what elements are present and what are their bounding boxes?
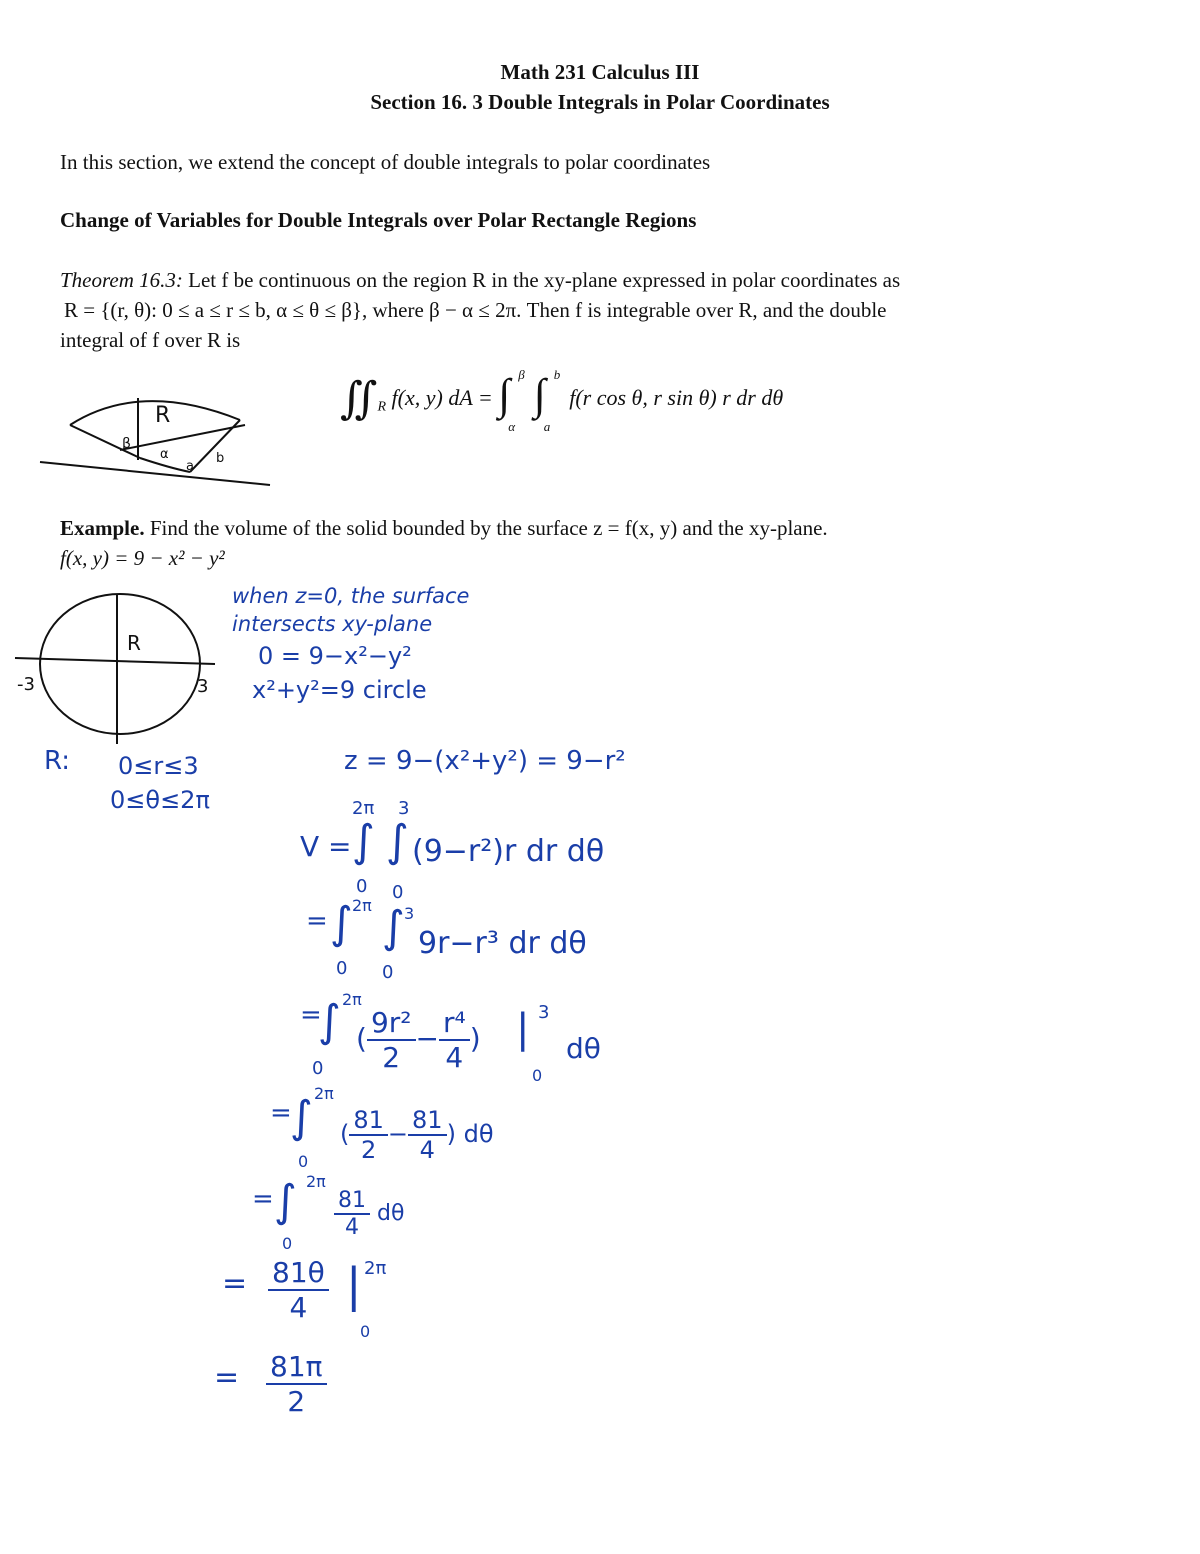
step1-inner-integral: ∫: [386, 816, 409, 867]
step1-outer-integral: ∫: [352, 816, 375, 867]
step2-inner-integral: ∫: [382, 902, 405, 953]
step1-lower-inner: 0: [392, 882, 404, 903]
hw-note-line1: when z=0, the surface: [232, 584, 470, 608]
example-line: [60, 516, 828, 541]
step7-equals: =: [214, 1360, 240, 1395]
intro-text: In this section, we extend the concept of double integrals to polar coordinates: [60, 150, 711, 174]
step5-upper: 2π: [306, 1172, 326, 1191]
sketch-region-label: R: [155, 403, 171, 428]
step1-lower-outer: 0: [356, 876, 368, 897]
step4-lower: 0: [298, 1152, 309, 1171]
step2-equals: =: [306, 906, 328, 936]
step3-upper-outer: 2π: [342, 990, 362, 1009]
inner-upper-limit: b: [553, 366, 561, 382]
outer-upper-limit: β: [518, 366, 525, 382]
formula-rhs: f(r cos θ, r sin θ) r dr dθ: [569, 385, 784, 410]
step3-lower: 0: [532, 1066, 543, 1085]
step3-equals: =: [300, 1000, 322, 1030]
theorem-line2: R = {(r, θ): 0 ≤ a ≤ r ≤ b, α ≤ θ ≤ β}, where β − α ≤ 2π. Then f is integrable over R, and the double: [64, 298, 887, 322]
step1-upper-inner: 3: [398, 798, 410, 819]
hw-note-line2: intersects xy-plane: [232, 612, 433, 636]
step1-integrand: (9−r²)r dr dθ: [412, 834, 605, 869]
step3-dtheta: dθ: [566, 1032, 601, 1065]
sketch-b: b: [216, 451, 225, 466]
circle-region-sketch: [15, 594, 215, 744]
step3-eval-bar: |: [516, 1006, 530, 1052]
step6-eval-bar: |: [346, 1258, 362, 1312]
step2-integrand: 9r−r³ dr dθ: [418, 926, 587, 961]
inner-lower-limit: a: [543, 418, 551, 434]
formula-lhs: f(x, y) dA =: [391, 385, 493, 410]
double-integral-sign: ∬: [340, 374, 378, 423]
sketch-alpha: α: [160, 447, 169, 462]
step3-frac1: $\frac{\text{9r²}}{2}$: [367, 1006, 416, 1074]
step3-integral: ∫: [318, 996, 341, 1047]
theorem-label: Theorem 16.3:: [60, 268, 183, 292]
step4-frac2: $\frac{81}{4}$: [408, 1106, 447, 1164]
step6-lower: 0: [360, 1322, 371, 1341]
example-label: Example.: [60, 516, 145, 540]
step3-upper: 3: [538, 1002, 550, 1023]
hw-volume-label: V =: [300, 830, 352, 863]
step3-lower-outer: 0: [312, 1058, 324, 1079]
circle-right-label: 3: [197, 676, 209, 697]
polar-region-sketch: [40, 380, 300, 490]
hw-eq1: 0 = 9−x²−y²: [258, 642, 412, 670]
step5-lower: 0: [282, 1234, 293, 1253]
sketch-beta: β: [122, 436, 131, 452]
step2-outer-integral: ∫: [330, 898, 353, 949]
lhs-subscript: R: [377, 399, 387, 415]
step4-upper: 2π: [314, 1084, 334, 1103]
example-text: Find the volume of the solid bounded by the surface z = f(x, y) and the xy-plane.: [144, 516, 828, 540]
step4-frac1: $\frac{81}{2}$: [349, 1106, 388, 1164]
step6-upper: 2π: [364, 1258, 387, 1279]
hw-region-R: R:: [44, 746, 71, 776]
step7-frac: $\frac{81\pi}{2}$: [266, 1350, 327, 1418]
outer-lower-limit: α: [508, 418, 516, 434]
step5-equals: =: [252, 1184, 274, 1214]
inner-integral: ∫ b a: [533, 366, 561, 434]
step2-lower-inner: 0: [382, 962, 394, 983]
step6-frac: $\frac{81\theta}{4}$: [268, 1256, 329, 1324]
step5-expression: $\frac{81}{4}$ dθ: [334, 1188, 404, 1240]
circle-region-label: R: [127, 631, 141, 655]
sketch-a: a: [186, 459, 194, 474]
step4-equals: =: [270, 1098, 292, 1128]
hw-z-equation: z = 9−(x²+y²) = 9−r²: [344, 746, 626, 776]
theorem-text1: Let f be continuous on the region R in the xy-plane expressed in polar coordinates as: [182, 268, 901, 292]
step4-integral: ∫: [290, 1092, 313, 1143]
step5-integral: ∫: [274, 1176, 297, 1227]
example-function: f(x, y) = 9 − x² − y²: [60, 546, 225, 570]
step3-expression: ( $\frac{\text{9r²}}{2}$ − $\frac{\text{r⁴}}{4}$ ): [356, 1006, 481, 1074]
step4-expression: ( $\frac{81}{2}$ − $\frac{81}{4}$ ) dθ: [340, 1106, 494, 1164]
circle-left-label: -3: [17, 674, 35, 695]
hw-eq2: x²+y²=9 circle: [252, 676, 427, 704]
step6-equals: =: [222, 1266, 248, 1301]
theorem-formula: [340, 365, 784, 434]
step5-frac: $\frac{81}{4}$: [334, 1188, 370, 1240]
step2-lower-outer: 0: [336, 958, 348, 979]
step2-upper-inner: 3: [404, 904, 415, 923]
step3-frac2: $\frac{\text{r⁴}}{4}$: [439, 1006, 470, 1074]
step7-result: [266, 1350, 327, 1418]
theorem-line3: integral of f over R is: [60, 328, 241, 352]
step1-upper-outer: 2π: [352, 798, 375, 819]
section-subheading: Change of Variables for Double Integrals over Polar Rectangle Regions: [60, 208, 697, 232]
page-title-line2: Section 16. 3 Double Integrals in Polar Coordinates: [370, 90, 830, 114]
step2-upper-outer: 2π: [352, 896, 372, 915]
hw-region-theta: 0≤θ≤2π: [110, 786, 210, 814]
outer-integral: ∫ β α: [498, 366, 525, 434]
hw-region-r: 0≤r≤3: [118, 752, 199, 780]
theorem-line1: [60, 268, 900, 293]
page-title-line1: Math 231 Calculus III: [500, 60, 700, 84]
step6-expression: [268, 1256, 329, 1324]
